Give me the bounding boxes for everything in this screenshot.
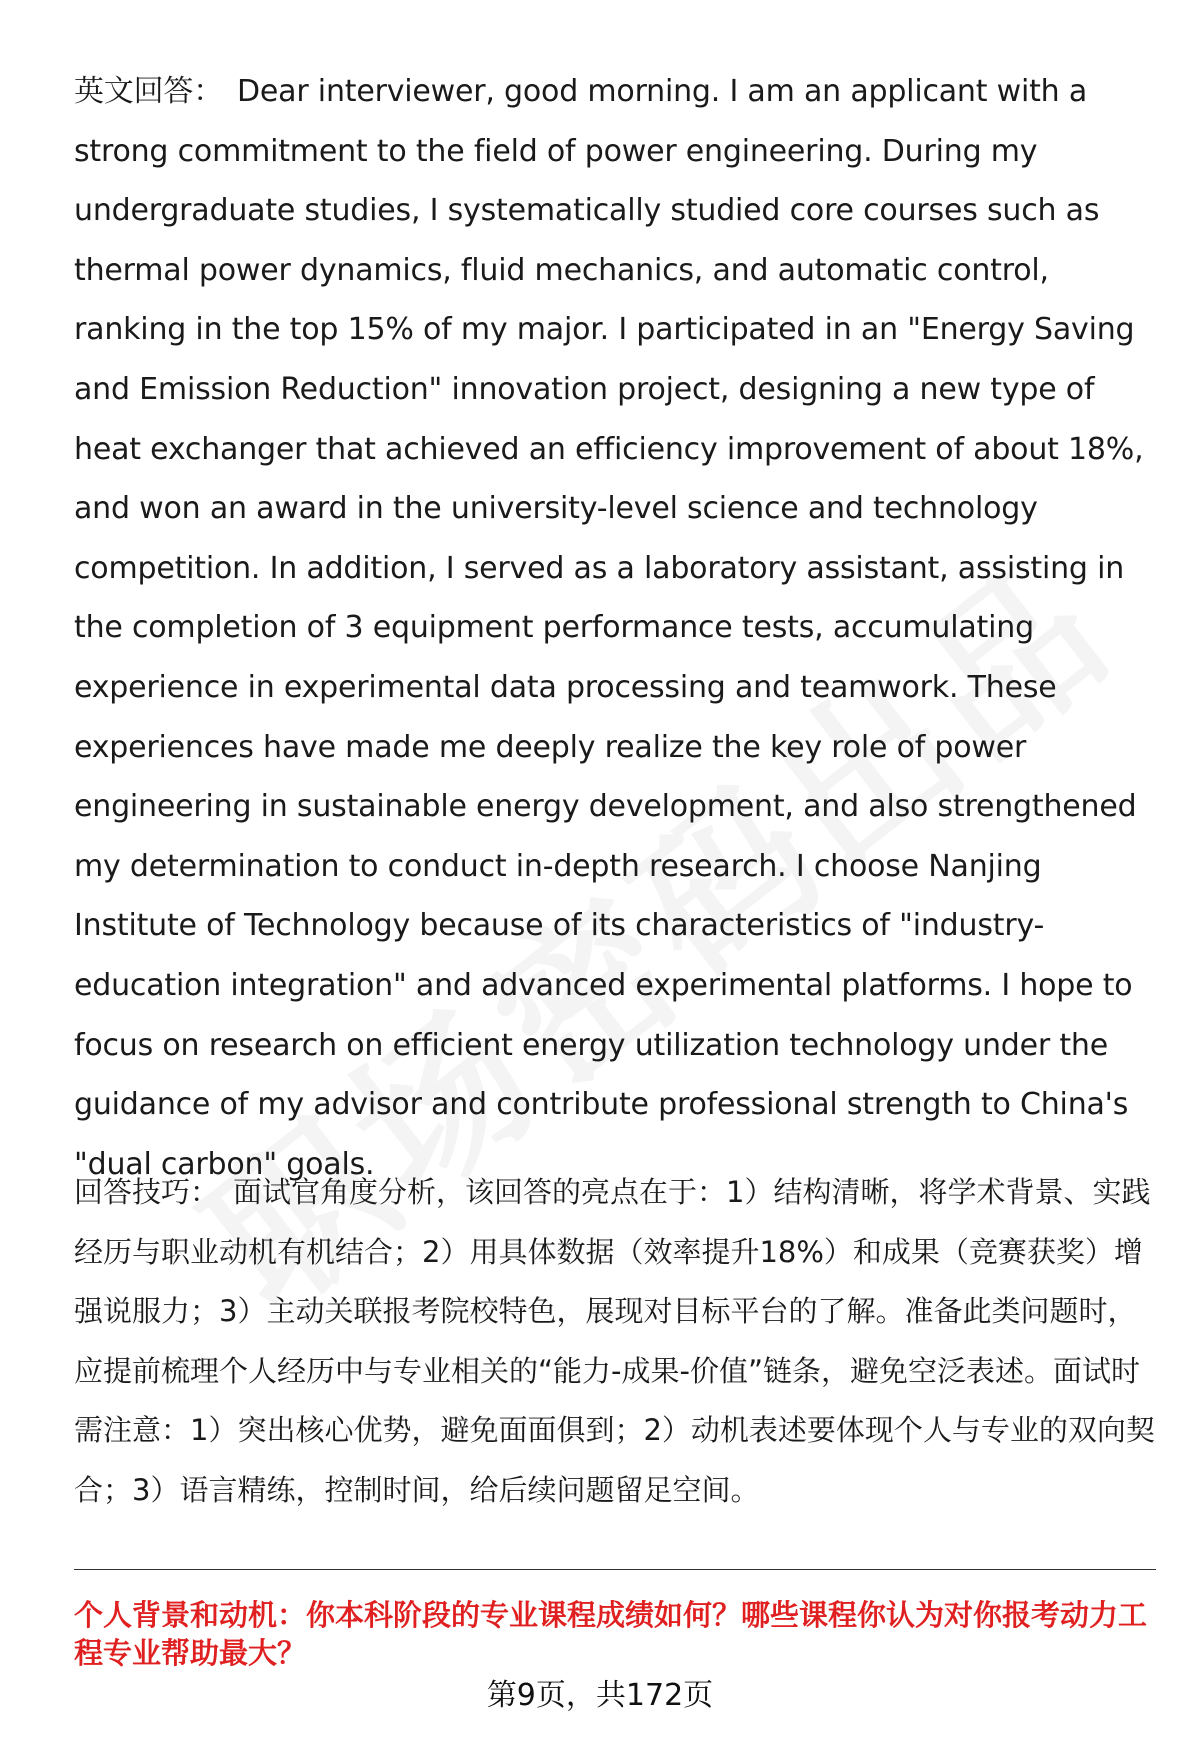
next-question-heading: 个人背景和动机：你本科阶段的专业课程成绩如何？哪些课程你认为对你报考动力工程专业帮助最大？ <box>74 1598 1148 1670</box>
answer-tips-label: 回答技巧： <box>74 1175 220 1209</box>
section-divider <box>74 1569 1156 1570</box>
page-number: 第9页，共172页 <box>486 1678 714 1713</box>
answer-tips-paragraph <box>74 1163 1164 1520</box>
answer-tips-text: 面试官角度分析，该回答的亮点在于：1）结构清晰，将学术背景、实践经历与职业动机有机结合；2）用具体数据（效率提升18%）和成果（竞赛获奖）增强说服力；3）主动关联报考院校特色，展现对目标平台的了解。准备此类问题时，应提前梳理个人经历中与专业相关的“能力-成果-价值”链条，避免空泛表述。面试时需注意：1）突出核心优势，避免面面俱到；2）动机表述要体现个人与专业的双向契合；3）语言精练，控制时间，给后续问题留足空间。 <box>74 1175 1155 1507</box>
english-answer-paragraph <box>74 62 1164 1194</box>
english-answer-text: Dear interviewer, good morning. I am an applicant with a strong commitment to the field of power engineering. During my undergraduate studies, I systematically studied core courses such as thermal power dynamics, fluid mechanics, and automatic control, ranking in the top 15% of my major. I participated in an "Energy Saving and Emission Reduction" innovation project, designing a new type of heat exchanger that achieved an efficiency improvement of about 18%, and won an award in the university-level science and technology competition. In addition, I served as a laboratory assistant, assisting in the completion of 3 equipment performance tests, accumulating experience in experimental data processing and teamwork. These experiences have made me deeply realize the key role of power engineering in sustainable energy development, and also strengthened my determination to conduct in-depth research. I choose Nanjing Institute of Technology because of its characteristics of "industry-education integration" and advanced experimental platforms. I hope to focus on research on efficient energy utilization technology under the guidance of my advisor and contribute professional strength to China's "dual carbon" goals. <box>74 74 1144 1182</box>
english-answer-label: 英文回答： <box>74 74 223 109</box>
